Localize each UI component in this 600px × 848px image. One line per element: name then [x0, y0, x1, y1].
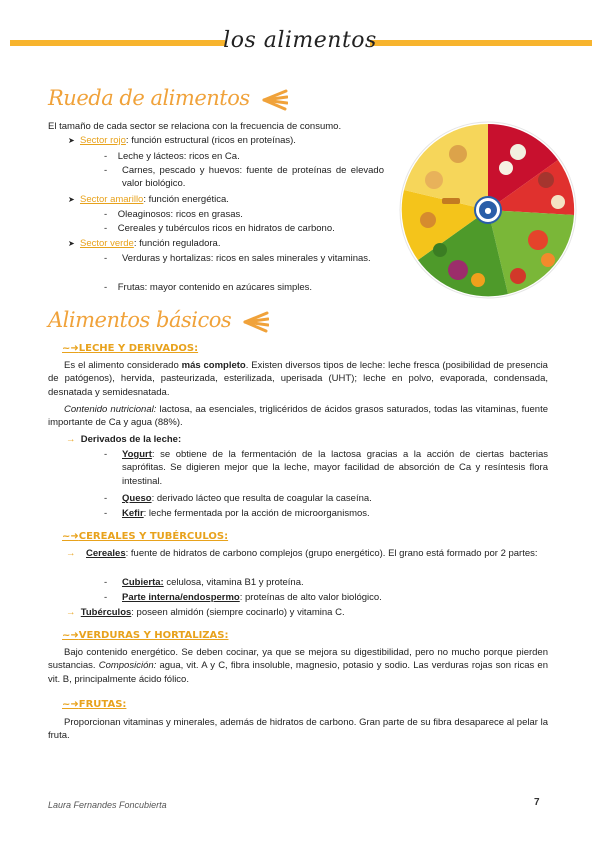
leche-paragraph-1: Es el alimento considerado más completo. Existen diversos tipos de leche: leche fresca (posibilidad de presencia de patógenos), hervida, pasteurizada, esterilizada, uperisada (UHT); leche en polvo, evaporada, condensada, desnatada y semidesnatada. [48, 360, 548, 398]
list-item-text: Carnes, pescado y huevos: fuente de proteínas de elevado valor biológico. [122, 165, 384, 190]
sector-amarillo-label: Sector amarillo [79, 194, 144, 205]
derivados-line: → Derivados de la leche: [66, 434, 182, 445]
sector-amarillo-line [68, 193, 388, 206]
sector-rojo-label: Sector rojo [79, 135, 126, 146]
list-item-text: Leche y lácteos: ricos en Ca. [117, 151, 240, 162]
sector-rojo-line [68, 134, 388, 147]
list-item: - Oleaginosos: ricos en grasas. [104, 209, 243, 220]
bullet-arrow-icon: ➤ [68, 195, 75, 204]
subheading-verduras [62, 630, 229, 641]
right-arrow-icon: → [66, 607, 76, 618]
list-item: - Yogurt: se obtiene de la fermentación de la lactosa gracias a la acción de ciertas bacterias saprófitas. Se digieren mejor que la leche, mayor facilidad de absorción de Ca y resíntesis flora intestinal. [104, 449, 548, 487]
sector-rojo-text: : función estructural (ricos en proteínas). [125, 135, 296, 146]
leche-paragraph-2: Contenido nutricional: lactosa, aa esenciales, triglicéridos de ácidos grasos saturados, todas las vitaminas, fuente importante de Ca y agua (88%). [48, 404, 548, 429]
sector-verde-text: : función reguladora. [133, 238, 221, 249]
subheading-text: CEREALES Y TUBÉRCULOS: [78, 531, 229, 542]
list-item: - Cubierta: celulosa, vitamina B1 y proteína. [104, 577, 304, 588]
tuberculos-line: → Tubérculos: poseen almidón (siempre cocinarlo) y vitamina C. [66, 607, 345, 618]
list-item: - Queso: derivado lácteo que resulta de coagular la caseína. [104, 493, 372, 504]
list-item: - Kefir: leche fermentada por la acción de microorganismos. [104, 508, 370, 519]
svg-text:●: ● [484, 206, 492, 215]
squiggle-arrow-icon: ~➜ [62, 699, 79, 710]
squiggle-arrow-icon: ~➜ [62, 531, 79, 542]
list-item-text: Oleaginosos: ricos en grasas. [117, 209, 243, 220]
sector-verde-label: Sector verde [79, 238, 134, 249]
list-item: - Cereales y tubérculos ricos en hidratos de carbono. [104, 223, 335, 234]
section-title-text: Rueda de alimentos [48, 86, 250, 110]
list-item: - Frutas: mayor contenido en azúcares simples. [104, 282, 313, 293]
squiggle-arrow-icon: ~➜ [62, 343, 79, 354]
squiggle-arrow-icon: ~➜ [62, 630, 79, 641]
footer-author: Laura Fernandes Foncubierta [48, 800, 167, 810]
rueda-intro: El tamaño de cada sector se relaciona con la frecuencia de consumo. [48, 121, 342, 132]
list-item-text: Frutas: mayor contenido en azúcares simples. [117, 282, 313, 293]
list-item-text: Verduras y hortalizas: ricos en sales minerales y vitaminas. [122, 253, 371, 264]
subheading-text: LECHE Y DERIVADOS: [78, 343, 199, 354]
page-title: los alimentos [223, 28, 377, 53]
list-item-text: Cereales y tubérculos ricos en hidratos de carbono. [117, 223, 335, 234]
bullet-arrow-icon: ➤ [68, 136, 75, 145]
cereales-line: → Cereales: fuente de hidratos de carbono complejos (grupo energético). El grano está formado por 2 partes: [66, 548, 538, 559]
fan-icon [243, 311, 269, 333]
subheading-cereales [62, 531, 228, 542]
list-item: - Verduras y hortalizas: ricos en sales minerales y vitaminas. [104, 253, 371, 264]
sector-amarillo-text: : función energética. [143, 194, 229, 205]
subheading-text: VERDURAS Y HORTALIZAS: [78, 630, 229, 641]
section-title-text: Alimentos básicos [48, 308, 232, 332]
right-arrow-icon: → [66, 548, 76, 559]
frutas-paragraph: Proporcionan vitaminas y minerales, además de hidratos de carbono. Gran parte de su fibra desaparece al pelar la fruta. [48, 717, 548, 742]
sector-verde-line [68, 237, 388, 250]
section-title-rueda [48, 86, 288, 111]
section-title-basicos [48, 308, 269, 333]
fan-icon [262, 89, 288, 111]
list-item: - Parte interna/endospermo: proteínas de alto valor biológico. [104, 592, 382, 603]
list-item: - Carnes, pescado y huevos: fuente de proteínas de elevado valor biológico. [104, 165, 384, 190]
right-arrow-icon: → [66, 434, 76, 445]
subheading-frutas [62, 699, 126, 710]
page-number: 7 [534, 797, 540, 808]
list-item: - Leche y lácteos: ricos en Ca. [104, 151, 240, 162]
verduras-paragraph: Bajo contenido energético. Se deben cocinar, ya que se mejora su digestibilidad, pero no mucho porque pierden sustancias. Composición: agua, vit. A y C, fibra insoluble, magnesio, potasio y sodio. Las verduras rojas son ricas en vit. B, principalmente ácido fólico. [48, 647, 548, 685]
subheading-text: FRUTAS: [78, 699, 127, 710]
food-wheel-image [398, 120, 578, 300]
subheading-leche [62, 343, 198, 354]
bullet-arrow-icon: ➤ [68, 239, 75, 248]
